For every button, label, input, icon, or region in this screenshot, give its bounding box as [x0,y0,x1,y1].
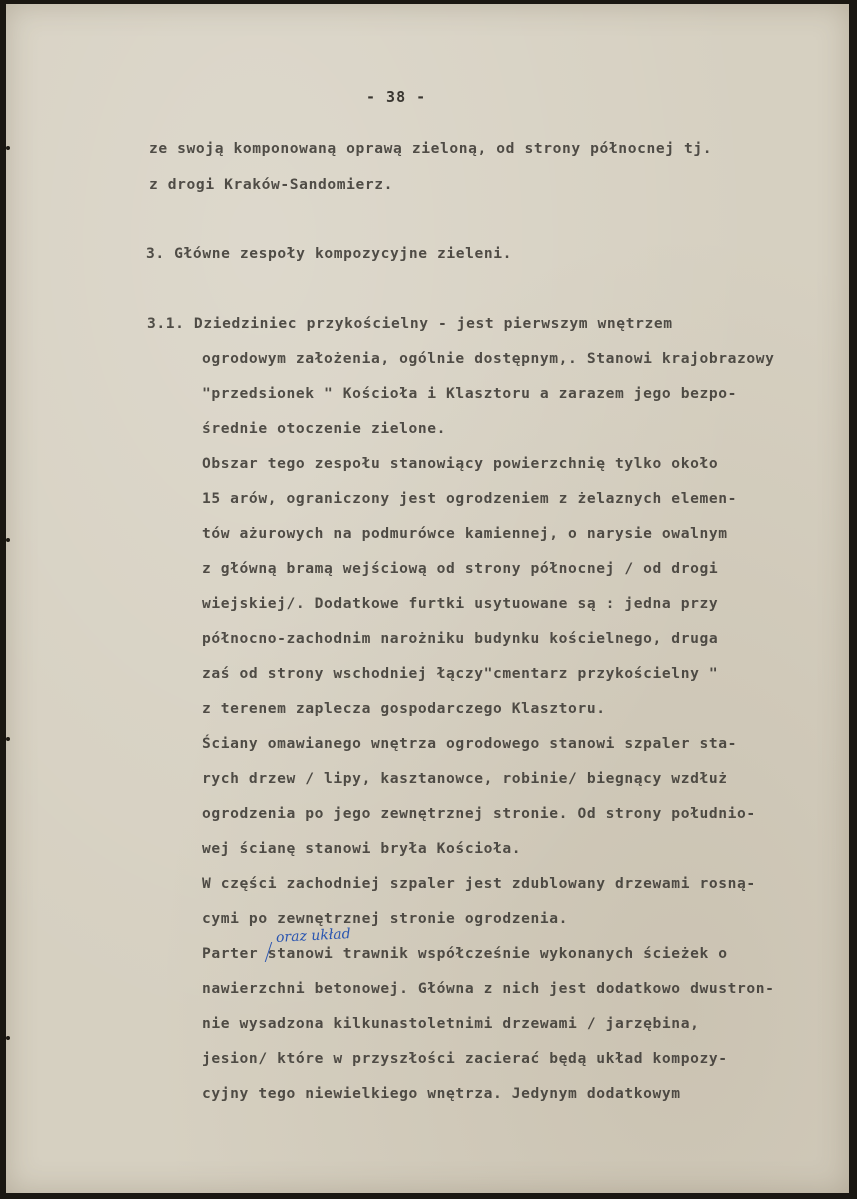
text-line: ogrodzenia po jego zewnętrznej stronie. Od strony południo- [202,805,756,822]
text-line: nawierzchni betonowej. Główna z nich jest dodatkowo dwustron- [202,980,775,997]
text-line: nie wysadzona kilkunastoletnimi drzewami / jarzębina, [202,1015,700,1032]
text-line: z drogi Kraków-Sandomierz. [149,176,394,193]
text-line: z główną bramą wejściową od strony północnej / od drogi [202,560,719,577]
punch-hole [6,538,10,542]
text-line: cymi po zewnętrznej stronie ogrodzenia. [202,910,569,927]
text-line: cyjny tego niewielkiego wnętrza. Jedynym dodatkowym [202,1085,681,1102]
text-line: rych drzew / lipy, kasztanowce, robinie/ biegnący wzdłuż [202,770,728,787]
text-line: ze swoją komponowaną oprawą zieloną, od strony północnej tj. [149,140,713,157]
text-line: Parter stanowi trawnik współcześnie wykonanych ścieżek o [202,945,728,962]
text-line: W części zachodniej szpaler jest zdublowany drzewami rosną- [202,875,756,892]
section-heading: 3. Główne zespoły kompozycyjne zieleni. [146,245,513,262]
text-line: północno-zachodnim narożniku budynku kościelnego, druga [202,630,719,647]
text-line: zaś od strony wschodniej łączy"cmentarz przykościelny " [202,665,719,682]
text-line: wej ścianę stanowi bryła Kościoła. [202,840,522,857]
punch-hole [6,737,10,741]
document-page [6,4,849,1193]
punch-hole [6,1036,10,1040]
text-line: Obszar tego zespołu stanowiący powierzchnię tylko około [202,455,719,472]
text-line: Ściany omawianego wnętrza ogrodowego stanowi szpaler sta- [202,735,738,752]
text-line: "przedsionek " Kościoła i Klasztoru a zarazem jego bezpo- [202,385,738,402]
page-number: - 38 - [366,88,427,106]
text-line: z terenem zaplecza gospodarczego Klasztoru. [202,700,606,717]
text-line: tów ażurowych na podmurówce kamiennej, o narysie owalnym [202,525,728,542]
text-line: 15 arów, ograniczony jest ogrodzeniem z żelaznych elemen- [202,490,738,507]
text-line: jesion/ które w przyszłości zacierać będą układ kompozy- [202,1050,728,1067]
handwritten-annotation: oraz układ [275,926,352,946]
subsection-heading: 3.1. Dziedziniec przykościelny - jest pierwszym wnętrzem [147,315,673,332]
punch-hole [6,146,10,150]
text-line: średnie otoczenie zielone. [202,420,447,437]
text-line: wiejskiej/. Dodatkowe furtki usytuowane są : jedna przy [202,595,719,612]
text-line: ogrodowym założenia, ogólnie dostępnym,. Stanowi krajobrazowy [202,350,775,367]
